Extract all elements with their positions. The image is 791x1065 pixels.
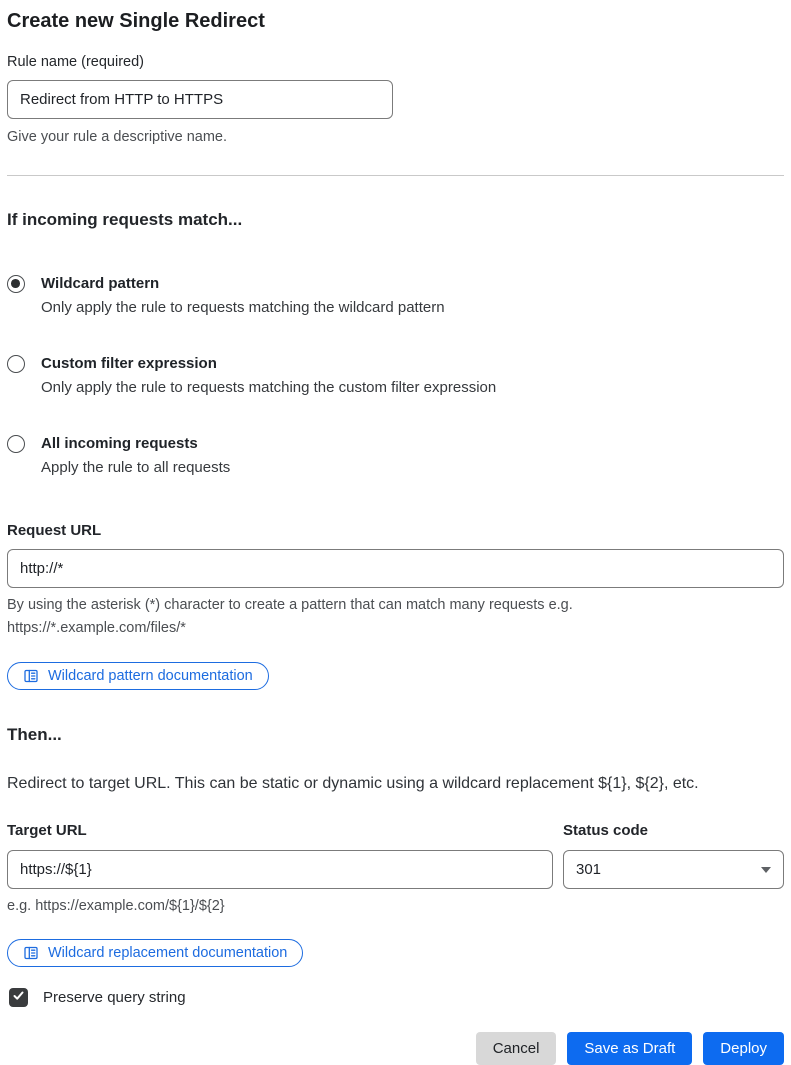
status-code-column <box>563 822 784 889</box>
radio-option-texts <box>41 354 496 397</box>
wildcard-pattern-documentation-button[interactable] <box>7 662 269 690</box>
radio-option-label: Custom filter expression <box>41 355 217 372</box>
target-url-status-row <box>7 822 784 889</box>
radio-option-description: Only apply the rule to requests matching the custom filter expression <box>41 379 497 396</box>
match-type-radio-group <box>7 274 784 477</box>
then-section-heading: Then... <box>7 725 62 744</box>
checkmark-icon <box>12 989 25 1007</box>
request-url-label: Request URL <box>7 522 102 539</box>
rule-name-input[interactable] <box>7 80 393 119</box>
section-divider <box>7 175 784 176</box>
book-icon <box>23 668 39 684</box>
rule-name-label: Rule name (required) <box>7 54 145 70</box>
radio-option-all-incoming-requests[interactable] <box>7 434 784 477</box>
radio-option-texts <box>41 274 445 317</box>
preserve-query-label: Preserve query string <box>43 989 186 1006</box>
status-code-select[interactable] <box>563 850 784 889</box>
rule-name-help: Give your rule a descriptive name. <box>7 129 228 145</box>
doc-button-label: Wildcard pattern documentation <box>48 668 253 684</box>
status-code-selected-value: 301 <box>576 861 602 878</box>
target-url-help: e.g. https://example.com/${1}/${2} <box>7 898 225 914</box>
status-code-label: Status code <box>563 822 649 839</box>
radio-button[interactable] <box>7 435 25 453</box>
match-section-heading: If incoming requests match... <box>7 210 243 229</box>
target-url-label: Target URL <box>7 822 87 839</box>
caret-down-icon <box>761 867 771 873</box>
then-section-intro: Redirect to target URL. This can be static or dynamic using a wildcard replacement ${1}, ${2}, etc. <box>7 775 699 792</box>
request-url-input[interactable] <box>7 549 784 588</box>
radio-option-description: Apply the rule to all requests <box>41 459 231 476</box>
radio-option-custom-filter-expression[interactable] <box>7 354 784 397</box>
book-icon <box>23 945 39 961</box>
doc-button-label: Wildcard replacement documentation <box>48 945 288 961</box>
radio-button[interactable] <box>7 275 25 293</box>
page-title: Create new Single Redirect <box>7 10 265 32</box>
radio-option-description: Only apply the rule to requests matching the wildcard pattern <box>41 299 445 316</box>
radio-option-wildcard-pattern[interactable] <box>7 274 784 317</box>
target-url-column <box>7 822 553 889</box>
preserve-query-string-option[interactable] <box>9 988 784 1007</box>
form-actions <box>7 1032 784 1065</box>
radio-option-label: Wildcard pattern <box>41 275 160 292</box>
cancel-button[interactable]: Cancel <box>476 1032 557 1065</box>
target-url-input[interactable] <box>7 850 553 889</box>
request-url-help: By using the asterisk (*) character to create a pattern that can match many requests e.g. https://*.example.com/files/* <box>7 597 573 636</box>
wildcard-replacement-documentation-button[interactable] <box>7 939 303 967</box>
radio-option-label: All incoming requests <box>41 435 198 452</box>
preserve-query-checkbox[interactable] <box>9 988 28 1007</box>
radio-button[interactable] <box>7 355 25 373</box>
deploy-button[interactable]: Deploy <box>703 1032 784 1065</box>
save-as-draft-button[interactable]: Save as Draft <box>567 1032 692 1065</box>
radio-option-texts <box>41 434 230 477</box>
